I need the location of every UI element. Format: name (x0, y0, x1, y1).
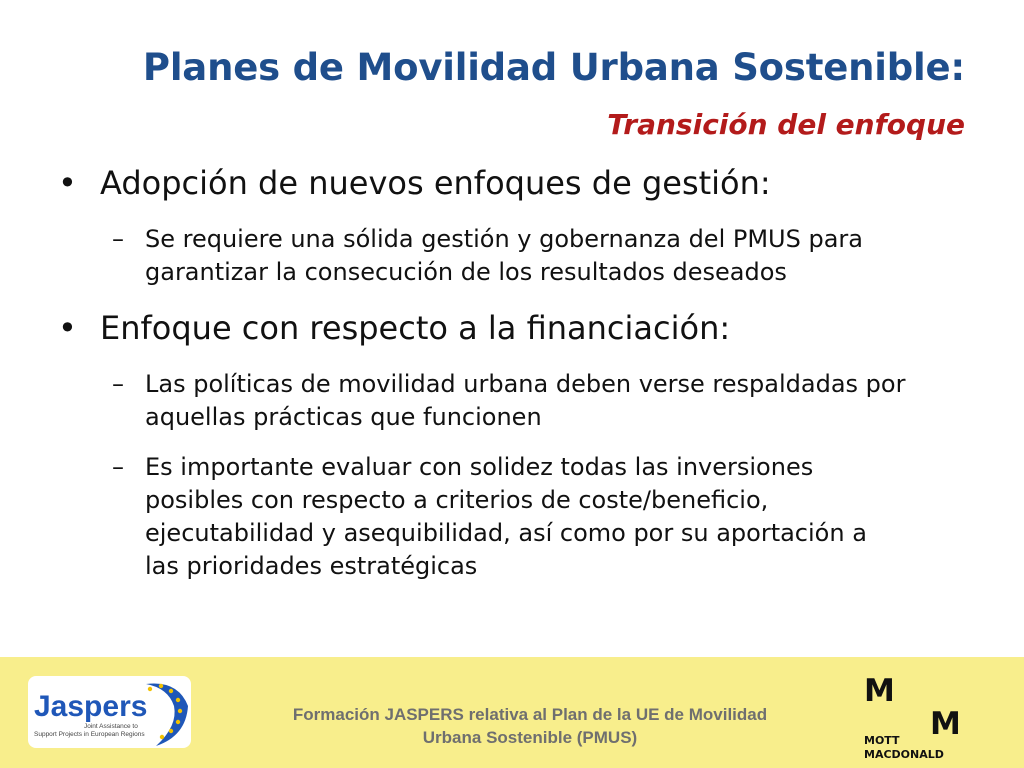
slide-subtitle: Transición del enfoque (607, 108, 965, 141)
dash-marker: – (112, 453, 124, 481)
svg-text:M: M (930, 706, 961, 742)
bullet-text: Adopción de nuevos enfoques de gestión: (100, 164, 771, 202)
mott-macdonald-logo (860, 672, 980, 764)
svg-text:Jaspers: Jaspers (34, 690, 148, 723)
footer-bar (0, 657, 1024, 768)
svg-text:MOTT: MOTT (864, 734, 900, 747)
dash-marker: – (112, 370, 124, 398)
footer-caption-line2: Urbana Sostenible (PMUS) (422, 728, 638, 747)
bullet-marker: • (58, 309, 77, 347)
bullet-text: Enfoque con respecto a la financiación: (100, 309, 731, 347)
footer-caption-line1: Formación JASPERS relativa al Plan de la UE de Movilidad (292, 705, 768, 724)
dash-marker: – (112, 225, 124, 253)
jaspers-logo (28, 676, 191, 748)
mott-macdonald-logo-graphic (860, 672, 980, 764)
sub-bullet-text: Las políticas de movilidad urbana deben verse respaldadas por aquellas prácticas que funcionen (145, 370, 906, 431)
jaspers-logo-graphic (28, 676, 191, 748)
sub-bullet-text: Es importante evaluar con solidez todas las inversiones posibles con respecto a criterios de coste/beneficio, ejecutabilidad y asequibilidad, así como por su aportación a las prioridades estratégicas (145, 453, 867, 580)
slide-title: Planes de Movilidad Urbana Sostenible: (142, 46, 965, 89)
svg-text:Support Projects in European R: Support Projects in European Regions (34, 731, 145, 738)
footer-caption (210, 703, 850, 749)
svg-text:Joint Assistance to: Joint Assistance to (84, 723, 138, 730)
bullet-marker: • (58, 164, 77, 202)
sub-bullet-text: Se requiere una sólida gestión y gobernanza del PMUS para garantizar la consecución de los resultados deseados (145, 225, 863, 286)
svg-text:M: M (864, 673, 895, 709)
svg-text:MACDONALD: MACDONALD (864, 748, 944, 761)
